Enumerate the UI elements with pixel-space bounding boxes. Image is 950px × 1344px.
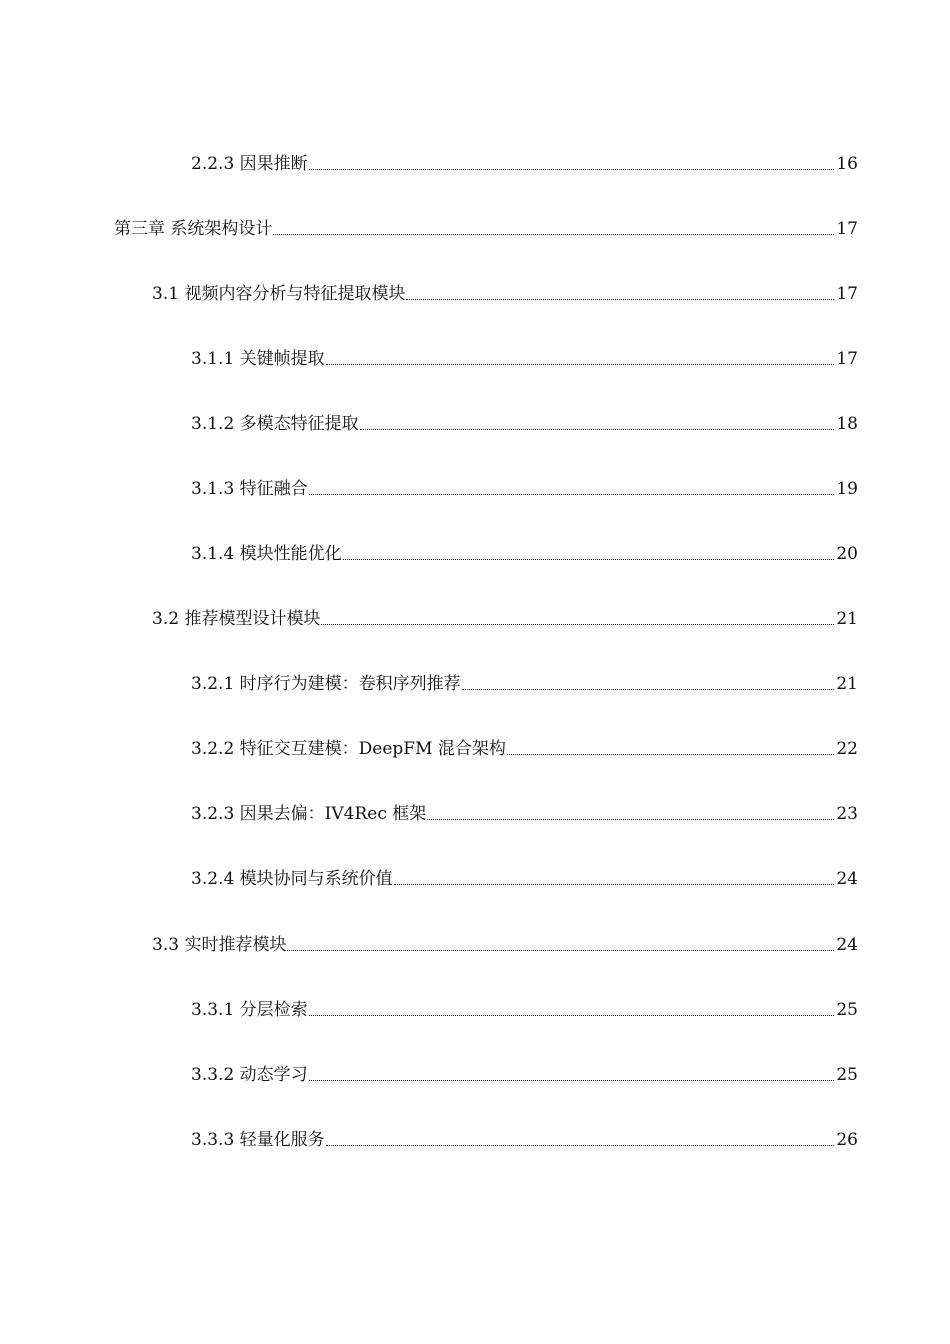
- toc-entry-label: 3.1.1 关键帧提取: [191, 349, 325, 369]
- toc-entry-3-3[interactable]: [152, 930, 858, 956]
- toc-entry-page: 25: [836, 1065, 858, 1085]
- toc-entry-label: 3.1.4 模块性能优化: [191, 544, 342, 564]
- toc-entry-3-3-2[interactable]: [191, 1060, 858, 1086]
- toc-entry-page: 23: [836, 804, 858, 824]
- toc-entry-3-2-4[interactable]: [191, 864, 858, 890]
- dot-leader: [427, 819, 834, 820]
- toc-entry-chapter-3[interactable]: [114, 214, 858, 240]
- toc-entry-page: 24: [836, 935, 858, 955]
- dot-leader: [321, 624, 834, 625]
- toc-entry-page: 21: [836, 609, 858, 629]
- toc-entry-3-3-1[interactable]: [191, 995, 858, 1021]
- toc-entry-3-1-2[interactable]: [191, 409, 858, 435]
- toc-entry-page: 16: [836, 154, 858, 174]
- toc-entry-label: 3.1.2 多模态特征提取: [191, 414, 359, 434]
- dot-leader: [360, 429, 835, 430]
- toc-entry-label: 3.3 实时推荐模块: [152, 935, 287, 955]
- dot-leader: [309, 1080, 835, 1081]
- toc-entry-2-2-3[interactable]: [191, 149, 858, 175]
- toc-entry-3-1-3[interactable]: [191, 474, 858, 500]
- dot-leader: [287, 950, 834, 951]
- dot-leader: [394, 884, 835, 885]
- dot-leader: [273, 234, 834, 235]
- toc-entry-label: 3.2 推荐模型设计模块: [152, 609, 321, 629]
- toc-entry-page: 22: [836, 739, 858, 759]
- toc-entry-page: 21: [836, 674, 858, 694]
- dot-leader: [507, 754, 834, 755]
- toc-entry-3-2-1[interactable]: [191, 669, 858, 695]
- dot-leader: [326, 1145, 835, 1146]
- toc-entry-label: 3.3.1 分层检索: [191, 1000, 308, 1020]
- dot-leader: [326, 364, 835, 365]
- toc-entry-label: 第三章 系统架构设计: [114, 219, 273, 239]
- toc-entry-3-1-4[interactable]: [191, 539, 858, 565]
- toc-entry-label: 3.1 视频内容分析与特征提取模块: [152, 284, 406, 304]
- toc-entry-3-2-3[interactable]: [191, 799, 858, 825]
- toc-entry-3-2-2[interactable]: [191, 734, 858, 760]
- toc-entry-3-3-3[interactable]: [191, 1125, 858, 1151]
- toc-entry-page: 26: [836, 1130, 858, 1150]
- toc-entry-label: 3.2.2 特征交互建模：DeepFM 混合架构: [191, 739, 506, 759]
- toc-entry-page: 18: [836, 414, 858, 434]
- toc-entry-label: 3.1.3 特征融合: [191, 479, 308, 499]
- toc-entry-page: 24: [836, 869, 858, 889]
- dot-leader: [309, 169, 835, 170]
- toc-entry-3-1-1[interactable]: [191, 344, 858, 370]
- dot-leader: [343, 559, 835, 560]
- toc-entry-label: 3.2.1 时序行为建模：卷积序列推荐: [191, 674, 461, 694]
- dot-leader: [462, 689, 835, 690]
- toc-entry-page: 19: [836, 479, 858, 499]
- toc-entry-page: 17: [836, 349, 858, 369]
- toc-entry-page: 20: [836, 544, 858, 564]
- toc-entry-3-1[interactable]: [152, 279, 858, 305]
- dot-leader: [309, 1015, 835, 1016]
- toc-entry-label: 3.2.4 模块协同与系统价值: [191, 869, 393, 889]
- dot-leader: [309, 494, 835, 495]
- toc-entry-page: 17: [836, 219, 858, 239]
- toc-entry-page: 25: [836, 1000, 858, 1020]
- toc-entry-label: 3.3.2 动态学习: [191, 1065, 308, 1085]
- toc-entry-3-2[interactable]: [152, 604, 858, 630]
- dot-leader: [406, 299, 834, 300]
- toc-entry-label: 3.2.3 因果去偏：IV4Rec 框架: [191, 804, 427, 824]
- toc-entry-label: 3.3.3 轻量化服务: [191, 1130, 325, 1150]
- toc-entry-page: 17: [836, 284, 858, 304]
- toc-entry-label: 2.2.3 因果推断: [191, 154, 308, 174]
